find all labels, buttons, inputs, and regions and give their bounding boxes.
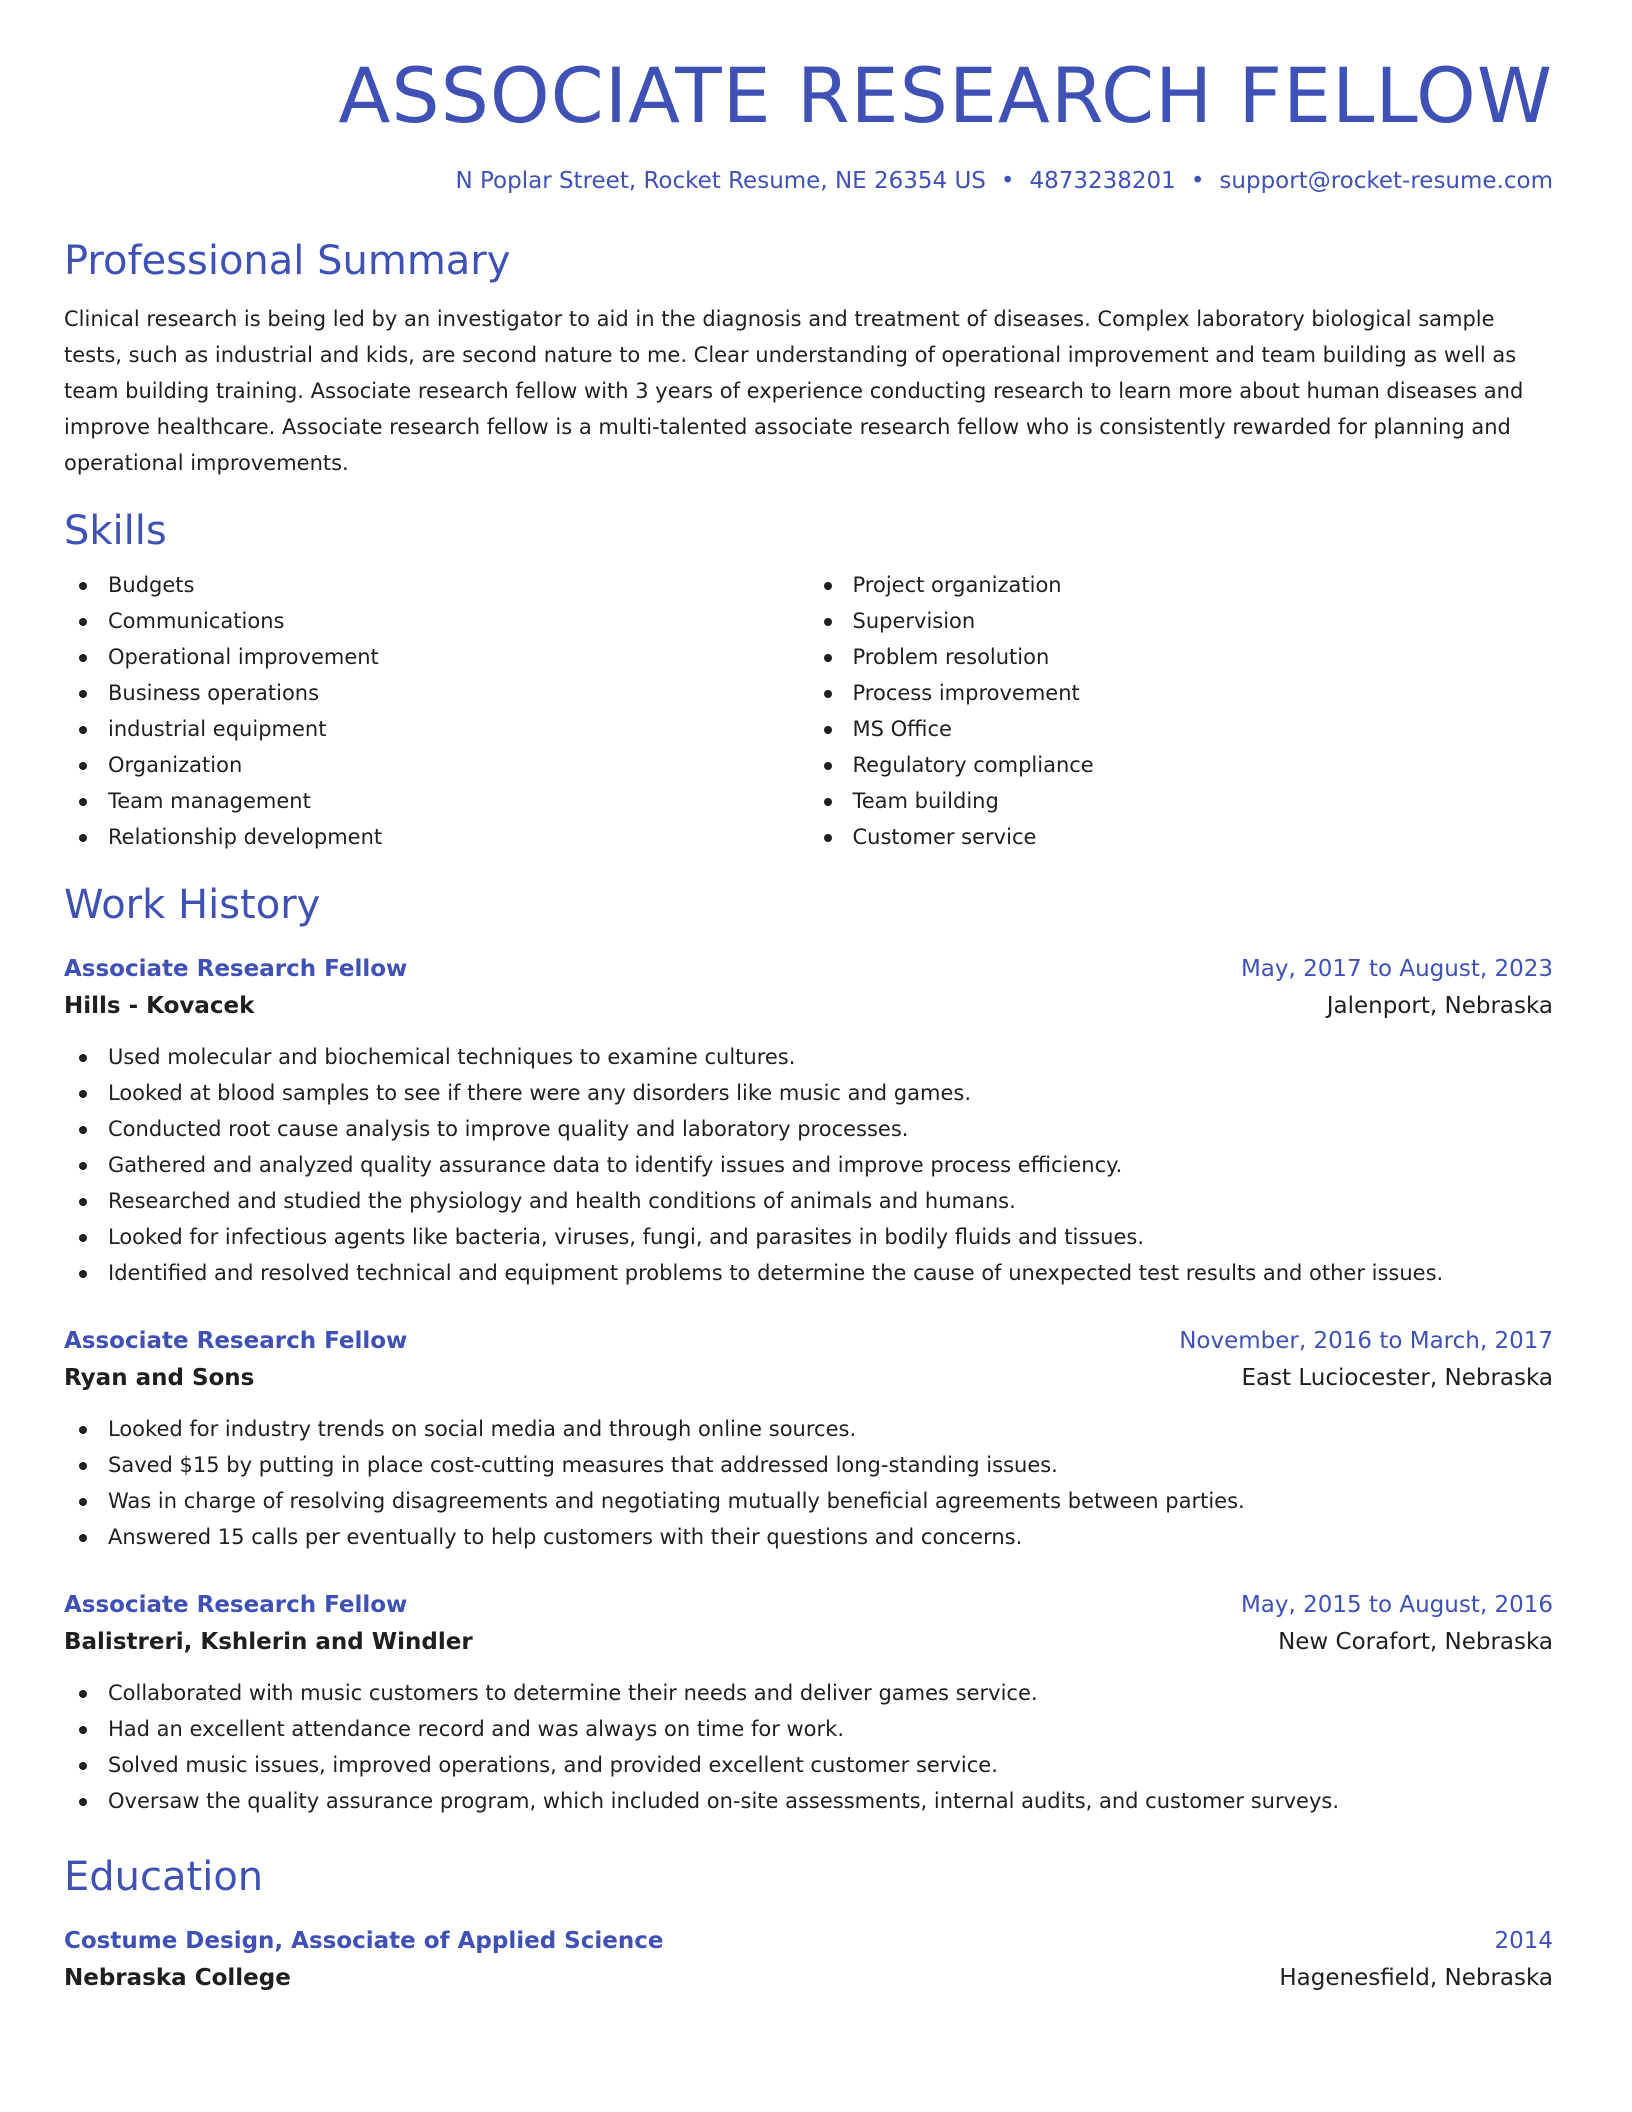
job-entry [64,1587,1553,1819]
job-bullet: Looked for infectious agents like bacteria, viruses, fungi, and parasites in bodily fluids and tissues. [64,1219,1553,1255]
job-company-row [64,1623,1553,1661]
contact-separator: • [1000,168,1015,195]
job-bullet: Solved music issues, improved operations, and provided excellent customer service. [64,1747,1553,1783]
job-bullet: Saved $15 by putting in place cost-cutting measures that addressed long-standing issues. [64,1447,1553,1483]
job-bullet: Looked for industry trends on social media and through online sources. [64,1411,1553,1447]
job-bullet: Identified and resolved technical and equipment problems to determine the cause of unexpected test results and other issues. [64,1255,1553,1291]
job-bullet: Looked at blood samples to see if there were any disorders like music and games. [64,1075,1553,1111]
professional-summary-section [64,237,1553,481]
skill-item: Communications [64,603,809,639]
job-bullet: Oversaw the quality assurance program, which included on-site assessments, internal audits, and customer surveys. [64,1783,1553,1819]
contact-line [64,167,1553,197]
skill-item: Regulatory compliance [809,747,1554,783]
education-entry [64,1923,1553,1997]
job-dates: November, 2016 to March, 2017 [1179,1328,1553,1355]
skills-grid [64,567,1553,855]
job-title: Associate Research Fellow [64,956,408,983]
section-title: Work History [64,882,321,929]
job-dates: May, 2015 to August, 2016 [1240,1592,1553,1619]
contact-phone: 4873238201 [1029,168,1176,195]
skills-section [64,507,1553,855]
section-title: Skills [64,508,167,555]
job-location: Jalenport, Nebraska [1326,993,1553,1020]
skills-column-left [64,567,809,855]
job-entry [64,1323,1553,1555]
job-bullet: Researched and studied the physiology and health conditions of animals and humans. [64,1183,1553,1219]
job-bullet: Collaborated with music customers to determine their needs and deliver games service. [64,1675,1553,1711]
education-location: Hagenesfield, Nebraska [1279,1965,1553,1992]
contact-address: N Poplar Street, Rocket Resume, NE 26354 US [455,168,986,195]
education-section [64,1853,1553,1997]
education-year: 2014 [1494,1928,1553,1955]
job-entry [64,951,1553,1291]
job-bullet: Was in charge of resolving disagreements and negotiating mutually beneficial agreements between parties. [64,1483,1553,1519]
skill-item: Customer service [809,819,1554,855]
skill-item: Process improvement [809,675,1554,711]
job-bullet-list [64,1675,1553,1819]
summary-text: Clinical research is being led by an investigator to aid in the diagnosis and treatment of diseases. Complex laboratory biological sample tests, such as industrial and kids, are second nature to me. Clear understanding of operational improvement and team building as well as team building training. Associate research fellow with 3 years of experience conducting research to learn more about human diseases and improve healthcare. Associate research fellow is a multi-talented associate research fellow who is consistently rewarded for planning and operational improvements. [64,307,1524,476]
skill-item: Budgets [64,567,809,603]
job-location: East Luciocester, Nebraska [1241,1365,1553,1392]
job-bullet: Answered 15 calls per eventually to help customers with their questions and concerns. [64,1519,1553,1555]
skill-item: Project organization [809,567,1554,603]
job-company: Ryan and Sons [64,1365,255,1392]
job-location: New Corafort, Nebraska [1278,1629,1553,1656]
skill-item: Team building [809,783,1554,819]
job-title: Associate Research Fellow [64,1592,408,1619]
job-company-row [64,987,1553,1025]
job-bullet: Had an excellent attendance record and was always on time for work. [64,1711,1553,1747]
skill-item: MS Office [809,711,1554,747]
job-bullet-list [64,1411,1553,1555]
job-bullet: Used molecular and biochemical techniques to examine cultures. [64,1039,1553,1075]
job-company-row [64,1359,1553,1397]
education-header-row [64,1923,1553,1959]
skill-item: Relationship development [64,819,809,855]
job-bullet: Conducted root cause analysis to improve quality and laboratory processes. [64,1111,1553,1147]
resume-header [64,50,1553,197]
job-title: Associate Research Fellow [64,1328,408,1355]
job-company: Balistreri, Kshlerin and Windler [64,1629,473,1656]
job-dates: May, 2017 to August, 2023 [1240,956,1553,983]
job-bullet: Gathered and analyzed quality assurance data to identify issues and improve process efficiency. [64,1147,1553,1183]
skill-item: Organization [64,747,809,783]
skill-item: Supervision [809,603,1554,639]
job-header-row [64,951,1553,987]
contact-separator: • [1190,168,1205,195]
skill-item: Operational improvement [64,639,809,675]
skill-item: Problem resolution [809,639,1554,675]
work-history-section [64,881,1553,1819]
skills-column-right [809,567,1554,855]
skill-item: Team management [64,783,809,819]
job-bullet-list [64,1039,1553,1291]
job-header-row [64,1323,1553,1359]
education-school-row [64,1959,1553,1997]
contact-email: support@rocket-resume.com [1219,168,1553,195]
candidate-name: ASSOCIATE RESEARCH FELLOW [338,51,1553,140]
education-degree: Costume Design, Associate of Applied Science [64,1928,664,1955]
education-school: Nebraska College [64,1965,291,1992]
job-header-row [64,1587,1553,1623]
skill-item: industrial equipment [64,711,809,747]
skill-item: Business operations [64,675,809,711]
section-title: Professional Summary [64,238,511,285]
section-title: Education [64,1854,264,1901]
job-company: Hills - Kovacek [64,993,255,1020]
